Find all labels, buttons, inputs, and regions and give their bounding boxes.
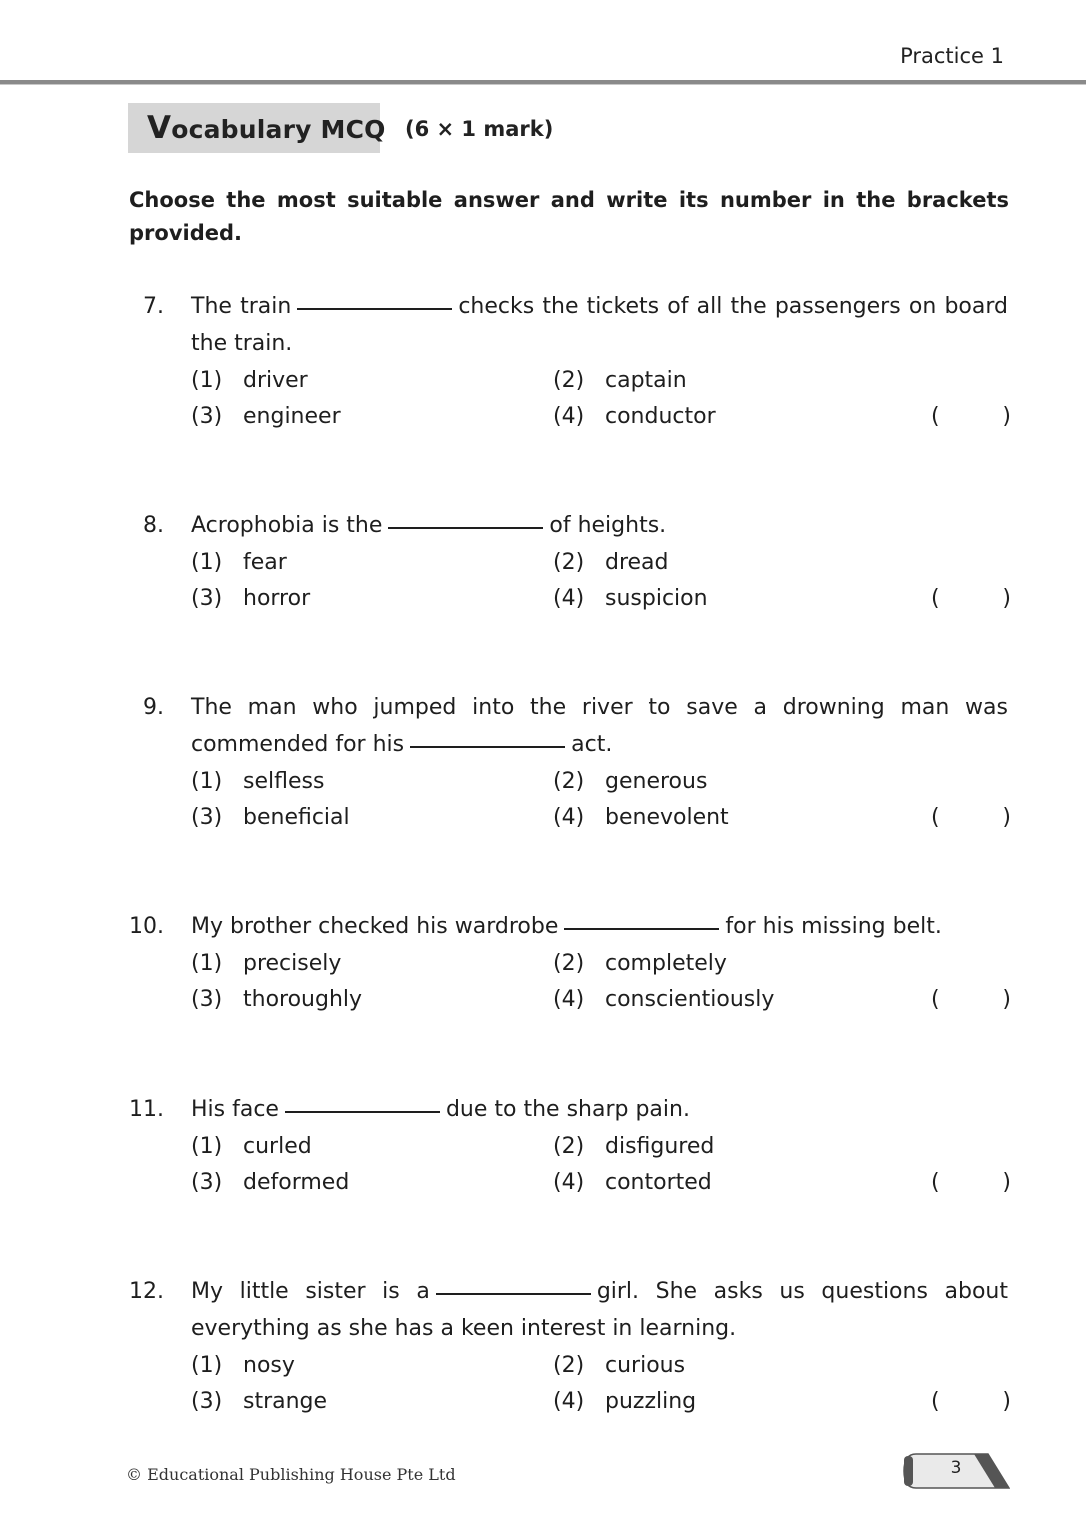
question-number: 8. [143,513,164,538]
option-number: (2) [553,951,585,976]
question-number: 10. [129,914,164,939]
stem-after-blank: for his missing belt. [725,914,942,939]
option-number: (2) [553,1353,585,1378]
option-number: (3) [191,586,223,611]
stem-before-blank: The train [191,294,292,319]
option-text: curious [605,1353,686,1378]
answer-blank [297,308,452,310]
option-text: precisely [243,951,342,976]
option-text: disfigured [605,1134,715,1159]
option-2 [553,763,707,800]
option-number: (4) [553,586,585,611]
option-text: curled [243,1134,312,1159]
option-1 [191,1347,295,1384]
option-3 [191,1164,349,1201]
option-1 [191,362,308,399]
stem-after-blank: act. [571,732,613,757]
bracket-close: ) [1002,404,1011,429]
option-text: fear [243,550,287,575]
option-4 [553,981,774,1018]
question-stem [191,288,1008,362]
stem-before-blank: Acrophobia is the [191,513,383,538]
option-4 [553,398,716,435]
answer-brackets[interactable] [931,1383,1011,1420]
question-number: 12. [129,1279,164,1304]
option-3 [191,799,350,836]
instructions: Choose the most suitable answer and write its number in the brackets provided. [129,188,1009,245]
question-number: 7. [143,294,164,319]
option-text: beneficial [243,805,350,830]
copyright-notice: © Educational Publishing House Pte Ltd [126,1465,456,1484]
question-stem [191,507,1008,544]
question-stem [191,908,1008,945]
page-number: 3 [950,1458,962,1478]
option-4 [553,1383,696,1420]
option-number: (3) [191,1389,223,1414]
option-2 [553,544,669,581]
stem-before-blank: His face [191,1097,279,1122]
option-3 [191,1383,327,1420]
bracket-close: ) [1002,1170,1011,1195]
option-number: (4) [553,805,585,830]
answer-brackets[interactable] [931,398,1011,435]
section-title-initial: V [147,110,172,146]
option-number: (2) [553,368,585,393]
option-text: puzzling [605,1389,697,1414]
answer-brackets[interactable] [931,1164,1011,1201]
option-3 [191,398,341,435]
option-text: deformed [243,1170,350,1195]
option-text: captain [605,368,687,393]
option-number: (1) [191,368,223,393]
stem-before-blank: The man who jumped into the river to save a drowning man was commended for his [191,695,1008,757]
option-text: conscientiously [605,987,775,1012]
bracket-open: ( [931,1170,940,1195]
option-number: (1) [191,951,223,976]
bracket-open: ( [931,987,940,1012]
bracket-close: ) [1002,987,1011,1012]
option-text: conductor [605,404,716,429]
stem-after-blank: girl. She asks us questions about everything as she has a keen interest in learning. [191,1279,1008,1341]
option-text: contorted [605,1170,712,1195]
option-4 [553,799,729,836]
option-number: (4) [553,404,585,429]
answer-brackets[interactable] [931,799,1011,836]
option-number: (4) [553,1170,585,1195]
option-3 [191,981,362,1018]
stem-after-blank: due to the sharp pain. [445,1097,690,1122]
section-title [147,110,386,146]
question-stem [191,1091,1008,1128]
option-number: (3) [191,805,223,830]
option-number: (3) [191,1170,223,1195]
option-4 [553,1164,712,1201]
bracket-close: ) [1002,1389,1011,1414]
option-text: completely [605,951,727,976]
option-text: driver [243,368,308,393]
option-text: strange [243,1389,328,1414]
option-number: (1) [191,1134,223,1159]
section-title-rest: ocabulary MCQ [171,115,386,144]
option-number: (2) [553,1134,585,1159]
option-text: benevolent [605,805,729,830]
option-number: (1) [191,769,223,794]
answer-brackets[interactable] [931,981,1011,1018]
option-1 [191,544,287,581]
bracket-open: ( [931,586,940,611]
header-divider [0,80,1086,85]
option-2 [553,362,687,399]
option-text: thoroughly [243,987,363,1012]
answer-blank [410,746,565,748]
option-1 [191,763,324,800]
stem-before-blank: My brother checked his wardrobe [191,914,559,939]
question-stem [191,1273,1008,1347]
bracket-open: ( [931,404,940,429]
option-number: (3) [191,404,223,429]
answer-brackets[interactable] [931,580,1011,617]
answer-blank [436,1293,591,1295]
question-number: 11. [129,1097,164,1122]
option-number: (1) [191,1353,223,1378]
option-text: nosy [243,1353,295,1378]
option-number: (3) [191,987,223,1012]
practice-label: Practice 1 [900,44,1004,68]
option-number: (2) [553,550,585,575]
answer-blank [388,527,543,529]
option-text: dread [605,550,669,575]
option-text: horror [243,586,311,611]
option-number: (2) [553,769,585,794]
option-text: selfless [243,769,325,794]
option-number: (4) [553,987,585,1012]
option-number: (4) [553,1389,585,1414]
option-2 [553,1128,714,1165]
option-2 [553,945,727,982]
bracket-close: ) [1002,586,1011,611]
option-1 [191,945,341,982]
bracket-open: ( [931,1389,940,1414]
option-2 [553,1347,685,1384]
question-number: 9. [143,695,164,720]
answer-blank [564,928,719,930]
answer-blank [285,1111,440,1113]
option-number: (1) [191,550,223,575]
stem-after-blank: checks the tickets of all the passengers on board the train. [191,294,1008,356]
question-stem [191,689,1008,763]
option-3 [191,580,310,617]
option-text: engineer [243,404,341,429]
option-4 [553,580,708,617]
option-text: generous [605,769,708,794]
bracket-close: ) [1002,805,1011,830]
option-1 [191,1128,312,1165]
stem-after-blank: of heights. [549,513,667,538]
section-marks: (6 × 1 mark) [405,117,554,141]
option-text: suspicion [605,586,708,611]
bracket-open: ( [931,805,940,830]
stem-before-blank: My little sister is a [191,1279,430,1304]
